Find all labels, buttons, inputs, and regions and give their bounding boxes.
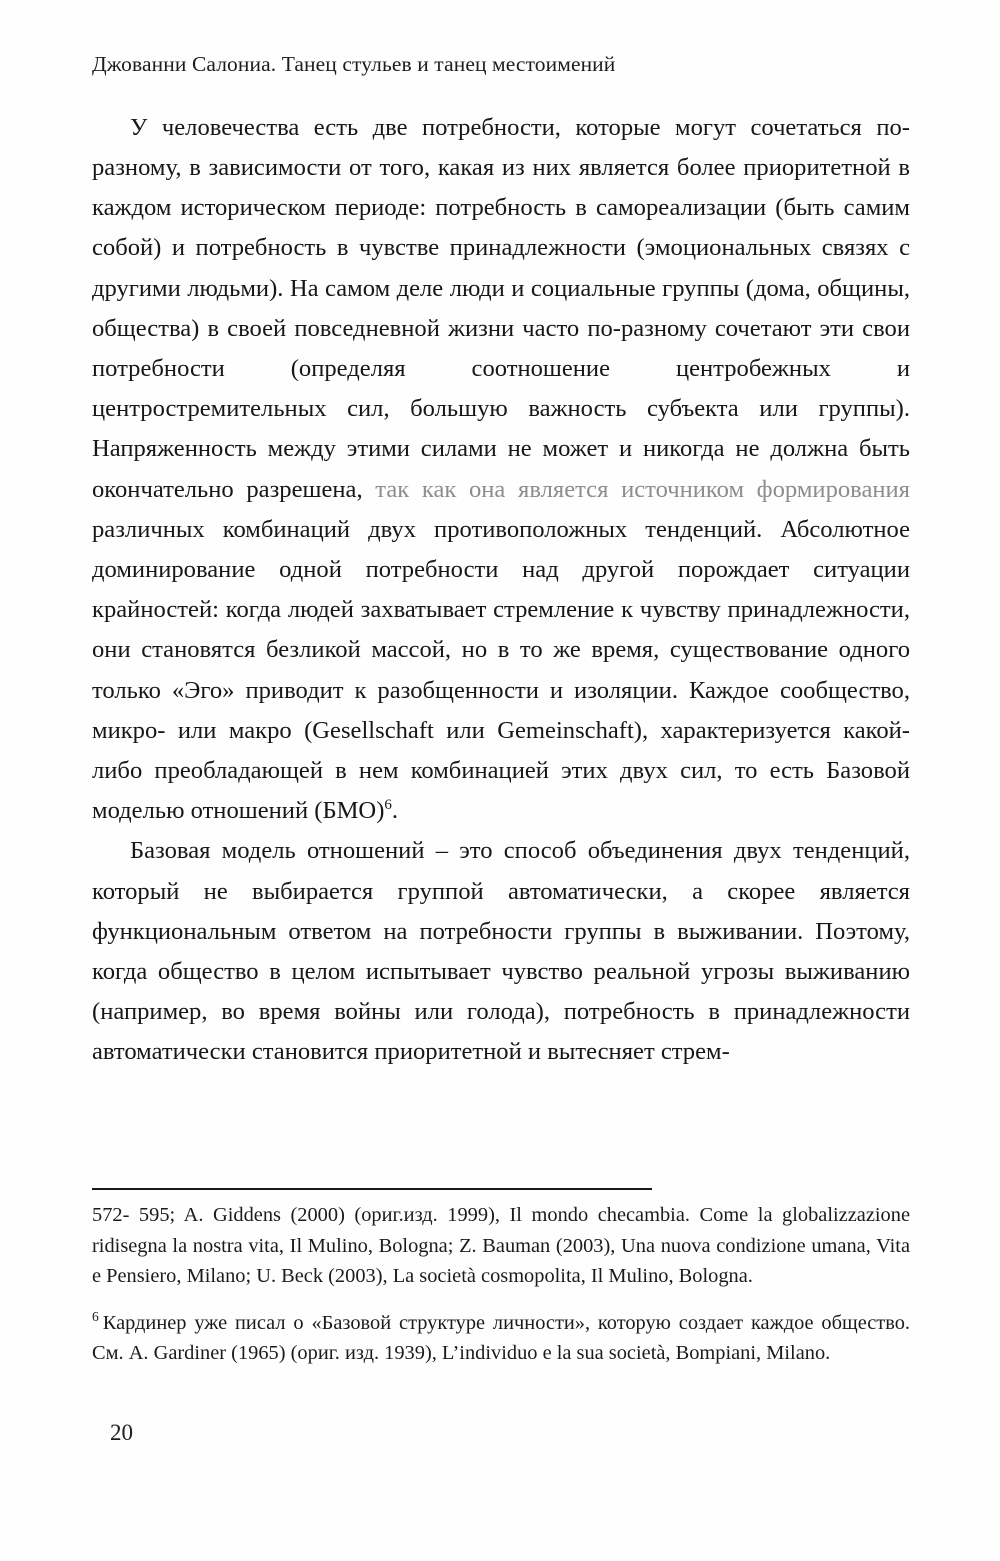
page-number: 20 bbox=[110, 1420, 133, 1445]
par1-segment-1: У человечества есть две потребности, которые могут сочетаться по-разному, в зависимости от того, какая из них является более приоритетной в каждом историческом периоде: потребность в самореализации (быть самим собой) и потребность в чувстве принадлежности (эмоциональных связях с другими людьми). На самом деле люди и социальные группы (дома, общины, общества) в своей повседневной жизни часто по-разному сочетают эти свои потребности (определяя соотношение центробежных и центростремительных сил, большую важность субъекта или группы). Напряженность между этими силами не может и никогда не должна быть окончательно разрешена, bbox=[92, 113, 910, 503]
running-head: Джованни Салониа. Танец стульев и танец местоимений bbox=[92, 52, 616, 76]
par2-text: Базовая модель отношений – это способ объединения двух тенденций, который не выбирается группой автоматически, а скорее является функциональным ответом на потребности группы в выживании. Поэтому, когда общество в целом испытывает чувство реальной угрозы выживанию (например, во время войны или голода), потребность в принадлежности автоматически становится приоритетной и вытесняет стрем- bbox=[92, 837, 910, 1066]
par1-segment-3: различных комбинаций двух противоположных тенденций. Абсолютное доминирование одной потребности над другой порождает ситуации крайностей: когда людей захватывает стремление к чувству принадлежности, они становятся безликой массой, но в то же время, существование одного только «Эго» приводит к разобщенности и изоляции. Каждое сообщество, микро- или макро (Gesellschaft или Gemeinschaft), характеризуется какой-либо преобладающей в нем комбинацией этих двух сил, то есть Базовой моделью отношений (БМО) bbox=[92, 515, 910, 825]
footnote-separator-rule bbox=[92, 1188, 652, 1190]
footnote-item-6 bbox=[92, 1308, 910, 1369]
page-content bbox=[92, 52, 910, 1073]
body-paragraph-2 bbox=[92, 831, 910, 1072]
footnote-continued: 572- 595; A. Giddens (2000) (ориг.изд. 1999), Il mondo checambia. Come la globalizzazione ridisegna la nostra vita, Il Mulino, Bologna; Z. Bauman (2003), Una nuova condizione umana, Vita e Pensiero, Milano; U. Beck (2003), La società cosmopolita, Il Mulino, Bologna. bbox=[92, 1204, 910, 1287]
footnote-block bbox=[92, 1200, 910, 1369]
body-paragraph-1 bbox=[92, 108, 910, 832]
par1-segment-end: . bbox=[391, 797, 399, 825]
footnote-marker-6: 6 bbox=[92, 1308, 99, 1324]
footnote-item-6-text: Кардинер уже писал о «Базовой структуре личности», которую создает каждое общество. См. A. Gardiner (1965) (ориг. изд. 1939), L’individuo e la sua società, Bompiani, Milano. bbox=[92, 1311, 910, 1364]
par1-segment-faded: так как она является источником формирования bbox=[375, 475, 910, 503]
footnote-reference-6[interactable]: 6 bbox=[384, 797, 392, 814]
